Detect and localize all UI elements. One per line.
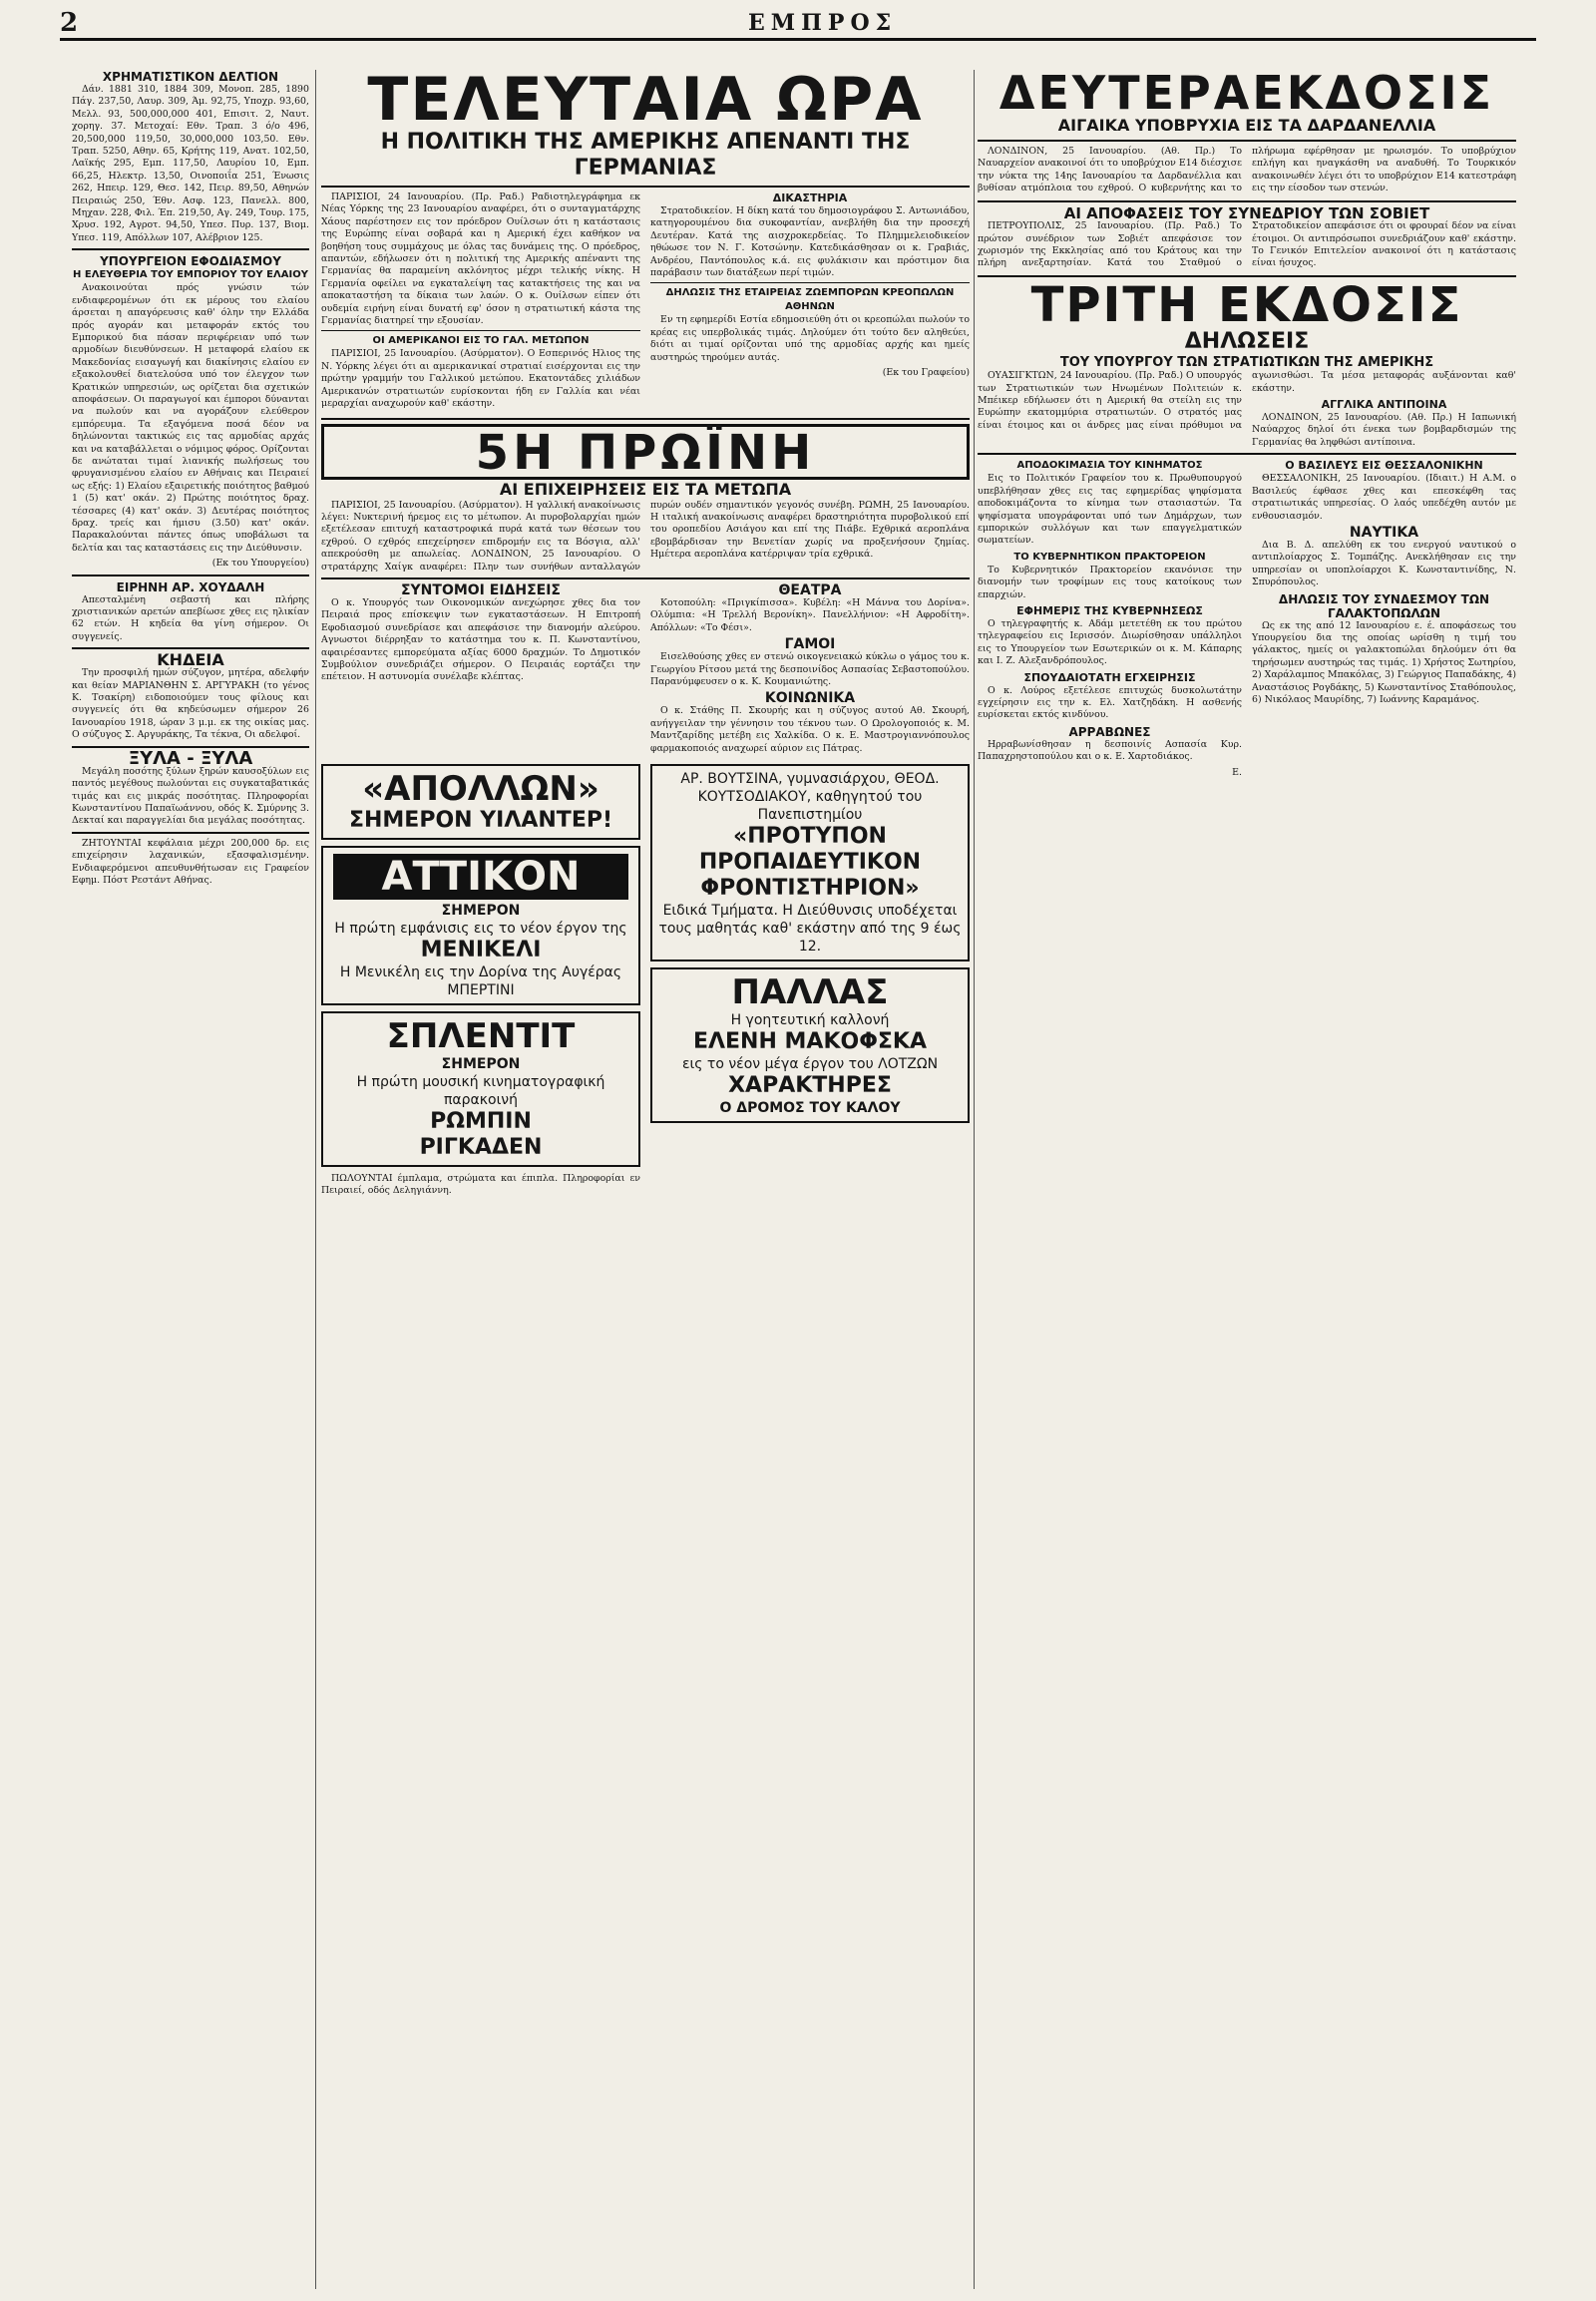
social-title: ΚΟΙΝΩΝΙΚΑ [764, 690, 856, 707]
headline-5th-morning: 5Η ΠΡΩΪΝΗ [321, 424, 970, 480]
statements-subtitle: ΤΟΥ ΥΠΟΥΡΓΟΥ ΤΩΝ ΣΤΡΑΤΙΩΤΙΚΩΝ ΤΗΣ ΑΜΕΡΙΚΗΣ [1059, 355, 1434, 371]
ad-protypon: ΑΡ. ΒΟΥΤΣΙΝΑ, γυμνασιάρχου, ΘΕΟΔ. ΚΟΥΤΣΟΔΙΑΚΟΥ, καθηγητού του Πανεπιστημίου «ΠΡΟΤΥΠΟΝ ΠΡΟΠΑΙΔΕΥΤΙΚΟΝ ΦΡΟΝΤΙΣΤΗΡΙΟΝ» Ειδικά Τμήματα. Η Διεύθυνσις υποδέχεται τους μαθητάς καθ' εκάστην από της 9 έως 12. [650, 764, 970, 961]
headline-second-edition: ΔΕΥΤΕΡΑΕΚΔΟΣΙΣ [998, 70, 1495, 120]
supply-ministry-text: Ανακοινούται πρός γνώσιν τών ενδιαφερομένων ότι εκ μέρους του ελαίου άρσεται η απαγόρευσις καθ' όλην την Ελλάδα πρός αγοράν και μεταφοράν εκτός του Εμπορικού δια πάσαν περιφέρειαν υπό των αρμοδίων διευθύνσεων. Η μεταφορά ελαίου εκ Μακεδονίας εισαγωγή και διακίνησις ελαίου εν εξακολουθεί διατελούσα υπό τον έλεγχον των Κρατικών υπηρεσιών, ως ορίζεται δια σχετικών αποφάσεων. Οι παραγωγοί και έμποροι δύνανται να πωλούν και να αγοράζουν ελεύθερον εμπόρευμα. Τα εξαγόμενα ποσά δέον να δηλώνονται τακτικώς εις τας αρμοδίας αρχάς και να καταβάλλεται ο νόμιμος φόρος. Ορίζονται δε ανώταται τιμαί λιανικής πωλήσεως του φρυγανισμένου ελαίου εν Αθήναις και Πειραιεί ως εξής: 1) Ελαίου εξαιρετικής ποιότητος βαθμού 1 (5) κατ' οκάν. 2) Πρώτης ποιότητος δραχ. τέσσαρες (4) κατ' οκάν. 3) Δευτέρας ποιότητος δραχ. τρείς και ήμισυ (3.50) κατ' οκάν. Παρακαλούνται πάντες όπως υποβάλωσι τα δελτία και τας καταστάσεις εις την Διεύθυνσιν. [72, 282, 309, 554]
paper-name: ΕΜΠΡΟΣ [748, 10, 898, 36]
ad-splendid: ΣΠΛΕΝΤΙΤ ΣΗΜΕΡΟΝ Η πρώτη μουσική κινηματογραφική παρακοινή ΡΩΜΠΙΝ ΡΙΓΚΑΔΕΝ [321, 1011, 640, 1167]
obituary-title: ΕΙΡΗΝΗ ΑΡ. ΧΟΥΔΑΛΗ [116, 579, 265, 594]
social-text: Ο κ. Στάθης Π. Σκουρής και η σύζυγος αυτού Αθ. Σκουρή, ανήγγειλαν την γέννησιν του τέκνου των. Ο Ωρολογοποιός κ. Μ. Μαντζαρίδης μετέβη εις Χαλκίδα. Ο κ. Ε. Μαστρογιαννόπουλος φαρμακοποιός αναχωρεί αύριον εις Πάτρας. [650, 705, 970, 754]
funeral-title: ΚΗΔΕΙΑ [157, 650, 224, 670]
supply-ministry-subtitle: Η ΕΛΕΥΘΕΡΙΑ ΤΟΥ ΕΜΠΟΡΙΟΥ ΤΟΥ ΕΛΑΙΟΥ [73, 269, 308, 281]
operation-title: ΣΠΟΥΔΑΙΟΤΑΤΗ ΕΓΧΕΙΡΗΣΙΣ [1023, 670, 1196, 684]
short-news-text: Ο κ. Υπουργός των Οικονομικών ανεχώρησε χθες δια τον Πειραιά προς επίσκεψιν των εγκαταστάσεων. Η Επιτροπή Εφοδιασμού συνεδρίασε και απεφάσισε την διανομήν αλεύρου. Αγνωστοι διέρρηξαν το κατάστημα του κ. Π. Κωνσταντίνου, αφαιρέσαντες εμπορεύματα αξίας 6000 δραχμών. Το Δημοτικόν Συμβούλιον συνεδριάζει σήμερον. Ο Πειραιάς εορτάζει την επέτειον. Η αστυνομία συνέλαβε κλέπτας. [321, 596, 640, 683]
theatres-title: ΘΕΑΤΡΑ [778, 581, 842, 598]
masthead [60, 8, 1536, 41]
wood-ad-title: ΞΥΛΑ - ΞΥΛΑ [128, 747, 253, 769]
butchers-title: ΔΗΛΩΣΙΣ ΤΗΣ ΕΤΑΙΡΕΙΑΣ ΖΩΕΜΠΟΡΩΝ ΚΡΕΟΠΩΛΩΝ ΑΘΗΝΩΝ [665, 287, 955, 313]
column-divider [315, 70, 316, 2289]
capital-ad-text: ΖΗΤΟΥΝΤΑΙ κεφάλαια μέχρι 200,000 δρ. εις επιχείρησιν λαχανικών, εξασφαλισμένην. Ενδιαφερόμενοι απευθυνθήτωσαν εις Γραφείον Εφημ. Πόστ Ρεστάντ Αθήνας. [72, 837, 309, 886]
gov-agency-title: ΤΟ ΚΥΒΕΡΝΗΤΙΚΟΝ ΠΡΑΚΤΟΡΕΙΟΝ [1013, 551, 1206, 563]
page-number: 2 [60, 8, 79, 38]
milkmen-title: ΔΗΛΩΣΙΣ ΤΟΥ ΣΥΝΔΕΣΜΟΥ ΤΩΝ ΓΑΛΑΚΤΟΠΩΛΩΝ [1278, 591, 1490, 620]
column-divider [974, 70, 975, 2289]
theatres-text: Κοτοπούλη: «Πριγκίπισσα». Κυβέλη: «Η Μάννα του Δορίνα». Ολύμπια: «Η Τρελλή Βερονίκη». Πανελλήνιον: «Η Αφροδίτη». Απόλλων: «Το Φέσι». [650, 596, 970, 633]
column-middle [321, 70, 970, 2289]
ad-pallas: ΠΑΛΛΑΣ Η γοητευτική καλλονή ΕΛΕΝΗ ΜΑΚΟΦΣΚΑ εις το νέον μέγα έργον του ΛΟΤΖΩΝ ΧΑΡΑΚΤΗΡΕΣ Ο ΔΡΟΜΟΣ ΤΟΥ ΚΑΛΟΥ [650, 967, 970, 1123]
headline-fronts: ΑΙ ΕΠΙΧΕΙΡΗΣΕΙΣ ΕΙΣ ΤΑ ΜΕΤΩΠΑ [499, 479, 792, 499]
headline-third-edition: ΤΡΙΤΗ ΕΚΔΟΣΙΣ [1030, 277, 1463, 334]
column-left [72, 70, 309, 2289]
king-title: Ο ΒΑΣΙΛΕΥΣ ΕΙΣ ΘΕΣΣΑΛΟΝΙΚΗΝ [1285, 459, 1483, 473]
headline-last-hour: ΤΕΛΕΥΤΑΙΑ ΩΡΑ [367, 70, 924, 135]
weddings-text: Εισελθούσης χθες εν στενώ οικογενειακώ κύκλω ο γάμος του κ. Γεωργίου Ρίτσου μετά της δεσποινίδος Ασπασίας Σεβαστοπούλου. Παρανύμφευσεν ο κ. Κ. Κουμανιώτης. [650, 651, 970, 687]
headline-america-germany: Η ΠΟΛΙΤΙΚΗ ΤΗΣ ΑΜΕΡΙΚΗΣ ΑΠΕΝΑΝΤΙ ΤΗΣ ΓΕΡΜΑΝΙΑΣ [380, 130, 911, 181]
statements-article: ΟΥΑΣΙΓΚΤΩΝ, 24 Ιανουαρίου. (Πρ. Ραδ.) Ο υπουργός των Στρατιωτικών των Ηνωμένων Πολιτειών κ. Μπέικερ εδήλωσεν ότι η Αμερική θα στείλη εις την Ευρώπην εκατομμύρια στρατιωτών. Ο στρατός μας είναι έτοιμος και οι άνδρες μας είναι πρόθυμοι να αγωνισθώσι. Τα μέσα μεταφοράς αυξάνονται καθ' εκάστην. ΑΓΓΛΙΚΑ ΑΝΤΙΠΟΙΝΑ ΛΟΝΔΙΝΟΝ, 25 Ιανουαρίου. (Αθ. Πρ.) Η Ιαπωνική Ναύαρχος δηλοί ότι ένεκα των βομβαρδισμών της Γερμανίας θα ληφθώσι αντίποινα. [978, 370, 1516, 448]
statements-title: ΔΗΛΩΣΕΙΣ [1184, 329, 1310, 355]
headline-submarines: ΑΙΓΑΙΚΑ ΥΠΟΒΡΥΧΙΑ ΕΙΣ ΤΑ ΔΑΡΔΑΝΕΛΛΙΑ [1057, 116, 1436, 135]
stock-bulletin-text: Δάν. 1881 310, 1884 309, Μονοπ. 285, 1890 Πάγ. 237,50, Λαυρ. 309, Άμ. 92,75, Υποχρ. 93,60, Μελλ. 93, 500,000,000 401, Επισιτ. 2, Ναυτ. χορηγ. 37. Μετοχαί: Εθν. Τραπ. 3 ό/ο 496, 20,500,000 119,50, 30,000,000 103,50. Εθν. Τραπ. 5250, Αθην. 65, Κρήτης 119, Ανατ. 102,50, Λαϊκής 295, Εμπ. 117,50, Λαυρίου 10, Εμπ. 66,25, Ηλεκτρ. 13,50, Οινοποιΐα 251, Ένωσις 262, Ηπειρ. 129, Θεσ. 142, Πειρ. 89,50, Αθηνών Πειραιώς 250, Έθν. Ασφ. 123, Πανελλ. 800, Μηχαν. 228, Φιλ. Έπ. 219,50, Αγ. 249, Τουρ. 175, Χρυσ. 192, Αγροτ. 94,50, Υπεσ. Πυρ. 137, Βιομ. Υπεσ. 119, Απόλλων 107, Αλέβριον 125. [72, 84, 309, 243]
furniture-ad: ΠΩΛΟΥΝΤΑΙ έμπλαμα, στρώματα και έπιπλα. Πληροφορίαι εν Πειραιεί, οδός Δεληγιάννη. [321, 1173, 640, 1197]
gov-gazette-title: ΕΦΗΜΕΡΙΣ ΤΗΣ ΚΥΒΕΡΝΗΣΕΩΣ [1016, 603, 1203, 617]
submarines-article: ΛΟΝΔΙΝΟΝ, 25 Ιανουαρίου. (Αθ. Πρ.) Το Ναυαρχείον ανακοινοί ότι το υποβρύχιον Ε14 διέσχισε την νύκτα της 14ης Ιανουαρίου τα Δαρδανέλλια και βυθίσαν ατμόπλοια του εχθρού. Ο κυβερνήτης και το πλήρωμα εφέρθησαν με ηρωισμόν. Το υποβρύχιον επλήγη και ηναγκάσθη να αναδυθή. Το Τουρκικόν ανακοινωθέν λέγει ότι το υποβρύχιον Ε14 κατεστράφη εις την είσοδον των στενών. [978, 146, 1516, 194]
funeral-text: Την προσφιλή ημών σύζυγον, μητέρα, αδελφήν και θείαν ΜΑΡΙΑΝΘΗΝ Σ. ΑΡΓΥΡΑΚΗ (το γένος Κ. Τσακίρη) ειδοποιούμεν τους φίλους και συγγενείς ότι θα κηδεύσωμεν σήμερον 26 Ιανουαρίου 1918, ώραν 3 μ.μ. εκ της οικίας μας. Ο σύζυγος Σ. Αργυράκης, Τα τέκνα, Οι αδελφοί. [72, 667, 309, 741]
america-article: ΠΑΡΙΣΙΟΙ, 24 Ιανουαρίου. (Πρ. Ραδ.) Ραδιοτηλεγράφημα εκ Νέας Υόρκης της 23 Ιανουαρίου αναφέρει, ότι ο συνταγματάρχης Χάους παρέστησεν εις τον πρόεδρον Ουίλσων ότι η κατάστασις της Ευρώπης είναι σοβαρά και η Αμερική έχει καθήκον να βοηθήση τους συμμάχους με όλας τας δυνάμεις της. Ο πρόεδρος, απαντών, εδήλωσεν ότι η πολιτική της Αμερικής απέναντι της Γερμανίας θα παραμείνη ακλόνητος μέχρι τελικής νίκης. Η Γερμανία οφείλει να εγκαταλείψη τας κατακτήσεις της και να αποκαταστήση τα δίκαια των λαών. Ο κ. Ουίλσων είπεν ότι ουδεμία ειρήνη είναι δυνατή εφ' όσον η στρατιωτική κάστα της Γερμανίας διατηρεί την εξουσίαν. ΟΙ ΑΜΕΡΙΚΑΝΟΙ ΕΙΣ ΤΟ ΓΑΛ. ΜΕΤΩΠΟΝ ΠΑΡΙΣΙΟΙ, 25 Ιανουαρίου. (Ασύρματον). Ο Εσπερινός Ηλιος της Ν. Υόρκης λέγει ότι αι αμερικανικαί στρατιαί εισέρχονται εις την πρώτην γραμμήν του Γαλλικού μετώπου. Εκατοντάδες χιλιάδων Αμερικανών στρατιωτών ευρίσκονται ήδη εν Γαλλία και νέαι μεραρχίαι αναχωρούν καθ' εκάστην. ΔΙΚΑΣΤΗΡΙΑ Στρατοδικείον. Η δίκη κατά του δημοσιογράφου Σ. Αντωνιάδου, κατηγορουμένου δια συκοφαντίαν, ανεβλήθη δια την προσεχή Δευτέραν. Κατά της αισχροκερδείας. Το Πλημμελειοδικείον ηθώωσε τον Ν. Γ. Κοτσώνην. Κατεδικάσθησαν οι κ. Γραβιάς, Ανδρέου, Παντόπουλος κ.ά. εις φυλάκισιν και πρόστιμον δια παράβασιν των διατάξεων περί τιμών. ΔΗΛΩΣΙΣ ΤΗΣ ΕΤΑΙΡΕΙΑΣ ΖΩΕΜΠΟΡΩΝ ΚΡΕΟΠΩΛΩΝ ΑΘΗΝΩΝ Εν τη εφημερίδι Εστία εδημοσιεύθη ότι οι κρεοπώλαι πωλούν το κρέας εις υπερβολικάς τιμάς. Δηλούμεν ότι τούτο δεν αληθεύει, διότι αι τιμαί ορίζονται υπό της αρμοδίας αρχής και ημείς αυστηρώς τηρούμεν αυτάς. (Εκ του Γραφείου) [321, 192, 970, 410]
ad-attikon: ΑΤΤΙΚΟΝ ΣΗΜΕΡΟΝ Η πρώτη εμφάνισις εις το νέον έργον της ΜΕΝΙΚΕΛΙ Η Μενικέλη εις την Δορίνα της Αυγέρας ΜΠΕΡΤΙΝΙ [321, 846, 640, 1005]
ad-apollon: «ΑΠΟΛΛΩΝ» ΣΗΜΕΡΟΝ ΥΙΛΑΝΤΕΡ! [321, 764, 640, 840]
column-right: ΔΕΥΤΕΡΑΕΚΔΟΣΙΣ ΑΙΓΑΙΚΑ ΥΠΟΒΡΥΧΙΑ ΕΙΣ ΤΑ ΔΑΡΔΑΝΕΛΛΙΑ ΛΟΝΔΙΝΟΝ, 25 Ιανουαρίου. (Αθ. Πρ.) Το Ναυαρχείον ανακοινοί ότι το υποβρύχιον Ε14 διέσχισε την νύκτα της 14ης Ιανουαρίου τα Δαρδανέλλια και βυθίσαν ατμόπλοια του εχθρού. Ο κυβερνήτης και το πλήρωμα εφέρθησαν με ηρωισμόν. Το υποβρύχιον επλήγη και ηναγκάσθη να αναδυθή. Το Τουρκικόν ανακοινωθέν λέγει ότι το υποβρύχιον Ε14 κατεστράφη εις την είσοδον των στενών. ΑΙ ΑΠΟΦΑΣΕΙΣ ΤΟΥ ΣΥΝΕΔΡΙΟΥ ΤΩΝ ΣΟΒΙΕΤ ΠΕΤΡΟΥΠΟΛΙΣ, 25 Ιανουαρίου. (Πρ. Ραδ.) Το πρώτον συνέδριον των Σοβιέτ απεφάσισε τον χωρισμόν της Εκκλησίας από του Κράτους και την πλήρη ανεξαρτησίαν. Κατά του Σταθμού ο Στρατοδικείον απεφάσισε ότι οι φρουραί δέον να είναι έτοιμοι. Οι αντιπρόσωποι συνεδριάζουν καθ' εκάστην. Το Γενικόν Επιτελείον ανακοινοί ότι η κατάστασις είναι ήσυχος. ΤΡΙΤΗ ΕΚΔΟΣΙΣ ΔΗΛΩΣΕΙΣ ΤΟΥ ΥΠΟΥΡΓΟΥ ΤΩΝ ΣΤΡΑΤΙΩΤΙΚΩΝ ΤΗΣ ΑΜΕΡΙΚΗΣ ΟΥΑΣΙΓΚΤΩΝ, 24 Ιανουαρίου. (Πρ. Ραδ.) Ο υπουργός των Στρατιωτικών των Ηνωμένων Πολιτειών κ. Μπέικερ εδήλωσεν ότι η Αμερική θα στείλη εις την Ευρώπην εκατομμύρια στρατιωτών. Ο στρατός μας είναι έτοιμος και οι άνδρες μας είναι πρόθυμοι να αγωνισθώσι. Τα μέσα μεταφοράς αυξάνονται καθ' εκάστην. ΑΓΓΛΙΚΑ ΑΝΤΙΠΟΙΝΑ ΛΟΝΔΙΝΟΝ, 25 Ιανουαρίου. (Αθ. Πρ.) Η Ιαπωνική Ναύαρχος δηλοί ότι ένεκα των βομβαρδισμών της Γερμανίας θα ληφθώσι αντίποινα. ΑΠΟΔΟΚΙΜΑΣΙΑ ΤΟΥ ΚΙΝΗΜΑΤΟΣ Εις το Πολιτικόν Γραφείον του κ. Πρωθυπουργού υπεβλήθησαν χθες εις τας εφημερίδας ψηφίσματα αποδοκιμάζοντα το κίνημα των στασιαστών. Τα ψηφίσματα υπογράφονται υπό των Δημάρχων, των εμπορικών συλλόγων και των επαγγελματικών σωματείων. ΤΟ ΚΥΒΕΡΝΗΤΙΚΟΝ ΠΡΑΚΤΟΡΕΙΟΝ Το Κυβερνητικόν Πρακτορείον εκανόνισε την διανομήν των τροφίμων εις τους κατοίκους των επαρχιών. ΕΦΗΜΕΡΙΣ ΤΗΣ ΚΥΒΕΡΝΗΣΕΩΣ Ο τηλεγραφητής κ. Αδάμ μετετέθη εκ του πρώτου τηλεγραφείου εις Ιερισσόν. Διωρίσθησαν υπάλληλοι εις το Υπουργείον των Εσωτερικών οι κ. Μ. Κάπαρης και Ι. Ζ. Αλεξανδρόπουλος. ΣΠΟΥΔΑΙΟΤΑΤΗ ΕΓΧΕΙΡΗΣΙΣ Ο κ. Λούρος εξετέλεσε επιτυχώς δυσκολωτάτην εγχείρησιν εις την κ. Ελ. Χατζηδάκη. Η ασθενής ευρίσκεται εκτός κινδύνου. ΑΡΡΑΒΩΝΕΣ Ηρραβωνίσθησαν η δεσποινίς Ασπασία Κυρ. Παπαχρηστοπούλου και ο κ. Ε. Χαρτοδιάκος. Ε. Ο ΒΑΣΙΛΕΥΣ ΕΙΣ ΘΕΣΣΑΛΟΝΙΚΗΝ ΘΕΣΣΑΛΟΝΙΚΗ, 25 Ιανουαρίου. (Ιδιαιτ.) Η Α.Μ. ο Βασιλεύς έφθασε χθες και επεσκέφθη τας στρατιωτικάς υπηρεσίας. Ο λαός υπεδέχθη αυτόν με ενθουσιασμόν. ΝΑΥΤΙΚΑ Δια Β. Δ. απελύθη εκ του ενεργού ναυτικού ο αντιπλοίαρχος Σ. Τομπάζης. Ανεκλήθησαν εις την υπηρεσίαν οι υποπλοίαρχοι Κ. Κωνσταντινίδης, Ν. Σπυρόπουλος. ΔΗΛΩΣΙΣ ΤΟΥ ΣΥΝΔΕΣΜΟΥ ΤΩΝ ΓΑΛΑΚΤΟΠΩΛΩΝ Ως εκ της από 12 Ιανουαρίου ε. έ. αποφάσεως του Υπουργείου δια της οποίας ωρίσθη η τιμή του γάλακτος, ημείς οι γαλακτοπώλαι δηλούμεν ότι θα τηρήσωμεν αυστηρώς τας τιμάς. 1) Χρήστος Σωτηρίου, 2) Χαράλαμπος Μπακόλας, 3) Γεώργιος Παπαδάκης, 4) Αναστάσιος Ρογδάκης, 5) Κωνσταντίνος Σταθόπουλος, 6) Νικόλαος Μαυρίδης, 7) Ιωάννης Καραμάνος. [978, 70, 1516, 778]
engagements-title: ΑΡΡΑΒΩΝΕΣ [1068, 724, 1151, 739]
wood-ad-text: Μεγάλη ποσότης ξύλων ξηρών καυσοξύλων εις παντός μεγέθους πωλούνται εις συγκαταβατικάς τιμάς και εις μικράς ποσότητας. Πληροφορίαι Κωνσταντίνου Παπαϊωάννου, οδός Κ. Σμύρνης 3. Δεκταί και παραγγελίαι δια μεγάλας ποσότητας. [72, 765, 309, 827]
disapproval-title: ΑΠΟΔΟΚΙΜΑΣΙΑ ΤΟΥ ΚΙΝΗΜΑΤΟΣ [1016, 460, 1203, 472]
supply-ministry-title: ΥΠΟΥΡΓΕΙΟΝ ΕΦΟΔΙΑΣΜΟΥ [100, 254, 281, 269]
short-news-title: ΣΥΝΤΟΜΟΙ ΕΙΔΗΣΕΙΣ [400, 581, 561, 598]
fronts-article: ΠΑΡΙΣΙΟΙ, 25 Ιανουαρίου. (Ασύρματον). Η γαλλική ανακοίνωσις λέγει: Νυκτερινή ήρεμος εις το μέτωπον. Αι πυροβολαρχίαι ημών εξετέλεσαν επιτυχή καταστροφικά πυρά κατά των θέσεων του εχθρού. Ο εχθρός επεχείρησεν επιδρομήν εις τα Βόσγια, αλλ' απεκρούσθη με απωλείας. ΛΟΝΔΙΝΟΝ, 25 Ιανουαρίου. Ο στρατάρχης Χαίγκ αναφέρει: Πλην των συνήθων ανταλλαγών πυρών ουδέν σημαντικόν γεγονός συνέβη. ΡΩΜΗ, 25 Ιανουαρίου. Η ιταλική ανακοίνωσις αναφέρει δραστηριότητα πυροβολικού επί του οροπεδίου Ασιάγου και επί της Πιάβε. Εχθρικά αεροπλάνα εβομβάρδισαν την Βενετίαν χωρίς να προξενήσουν ζημίας. Ημέτερα αεροπλάνα κατέρριψαν τρία εχθρικά. [321, 499, 970, 573]
stock-bulletin-title: ΧΡΗΜΑΤΙΣΤΙΚΟΝ ΔΕΛΤΙΟΝ [102, 70, 279, 84]
weddings-title: ΓΑΜΟΙ [784, 636, 836, 653]
obituary-text: Απεσταλμένη σεβαστή και πλήρης χριστιανικών αρετών απεβίωσε χθες εις ηλικίαν 62 ετών. Η κηδεία θα γίνη σήμερον. Οι συγγενείς. [72, 593, 309, 642]
supply-ministry-source: (Εκ του Υπουργείου) [211, 558, 309, 570]
courts-title: ΔΙΚΑΣΤΗΡΙΑ [772, 192, 848, 204]
soviet-title: ΑΙ ΑΠΟΦΑΣΕΙΣ ΤΟΥ ΣΥΝΕΔΡΙΟΥ ΤΩΝ ΣΟΒΙΕΤ [1063, 204, 1430, 223]
naval-title: ΝΑΥΤΙΚΑ [1349, 524, 1419, 541]
soviet-article: ΠΕΤΡΟΥΠΟΛΙΣ, 25 Ιανουαρίου. (Πρ. Ραδ.) Το πρώτον συνέδριον των Σοβιέτ απεφάσισε τον χωρισμόν της Εκκλησίας από του Κράτους και την πλήρη ανεξαρτησίαν. Κατά του Σταθμού ο Στρατοδικείον απεφάσισε ότι οι φρουραί δέον να είναι έτοιμοι. Οι αντιπρόσωποι συνεδριάζουν καθ' εκάστην. Το Γενικόν Επιτελείον ανακοινοί ότι η κατάστασις είναι ήσυχος. [978, 220, 1516, 269]
